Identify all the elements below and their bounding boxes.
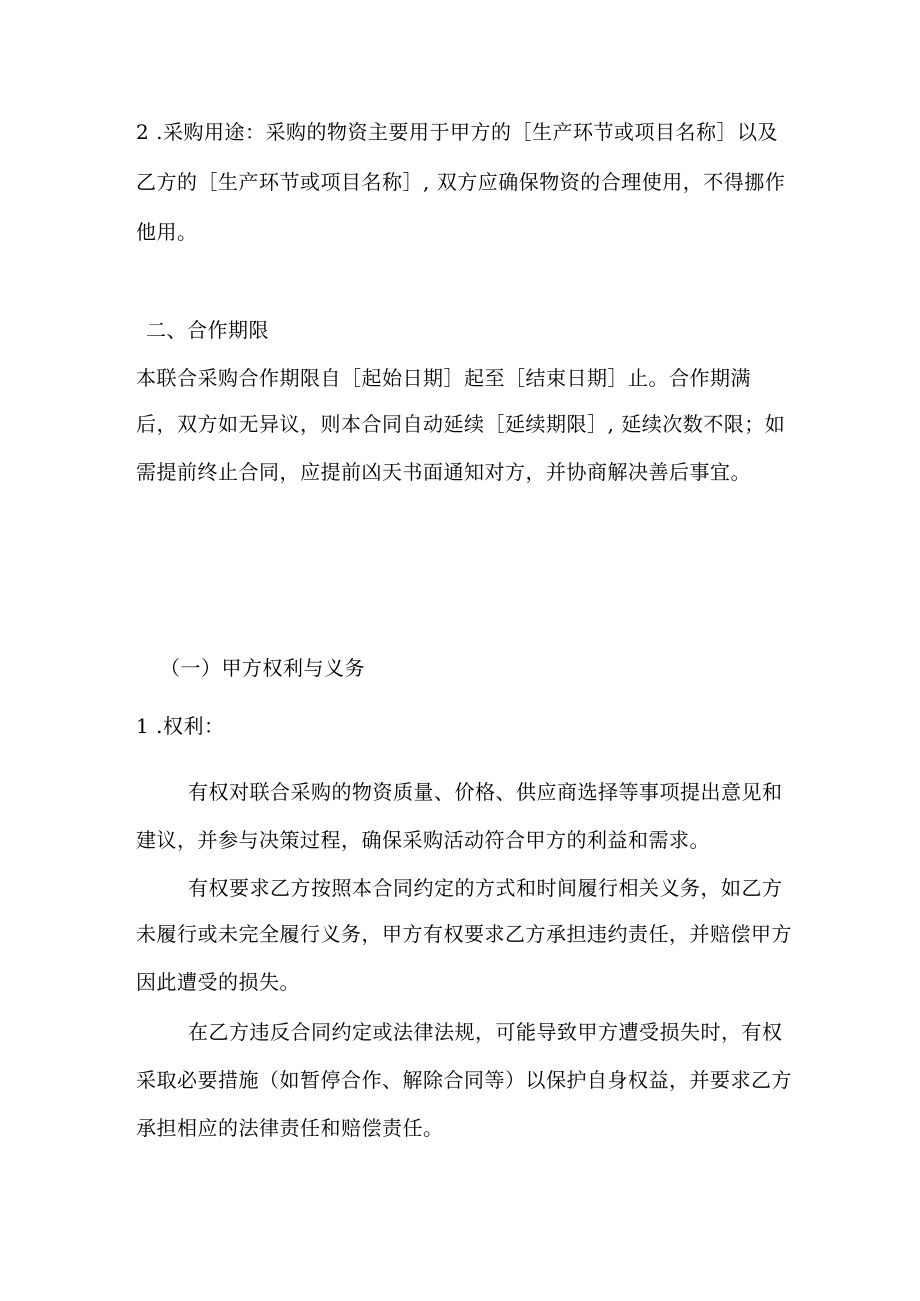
party-a-heading: （一）甲方权利与义务 — [160, 656, 365, 680]
rights-p2-line-2: 未履行或未完全履行义务，甲方有权要求乙方承担违约责任，并赔偿甲方 — [136, 922, 792, 946]
term-line-2: 后，双方如无异议，则本合同自动延续［延续期限］, 延续次数不限；如 — [136, 412, 786, 436]
rights-p3-line-3: 承担相应的法律责任和赔偿责任。 — [136, 1116, 444, 1140]
term-heading: 二、合作期限 — [146, 318, 269, 342]
rights-p3-line-1: 在乙方违反合同约定或法律法规，可能导致甲方遭受损失时，有权 — [188, 1020, 783, 1044]
rights-p1-line-2: 建议，并参与决策过程，确保采购活动符合甲方的利益和需求。 — [136, 828, 710, 852]
rights-p2-line-3: 因此遭受的损失。 — [136, 970, 300, 994]
purpose-line-2: 乙方的［生产环节或项目名称］, 双方应确保物资的合理使用，不得挪作 — [136, 170, 786, 194]
purpose-line-3: 他用。 — [136, 220, 198, 244]
rights-p3-line-2: 采取必要措施（如暂停合作、解除合同等）以保护自身权益，并要求乙方 — [136, 1068, 792, 1092]
rights-p2-line-1: 有权要求乙方按照本合同约定的方式和时间履行相关义务，如乙方 — [188, 876, 783, 900]
rights-label: 1 .权利： — [136, 714, 225, 738]
term-line-1: 本联合采购合作期限自［起始日期］起至［结束日期］止。合作期满 — [136, 366, 751, 390]
term-line-3: 需提前终止合同，应提前凶天书面通知对方，并协商解决善后事宜。 — [136, 460, 751, 484]
purpose-line-1: 2 .采购用途：采购的物资主要用于甲方的［生产环节或项目名称］以及 — [136, 120, 778, 144]
rights-p1-line-1: 有权对联合采购的物资质量、价格、供应商选择等事项提出意见和 — [188, 780, 783, 804]
